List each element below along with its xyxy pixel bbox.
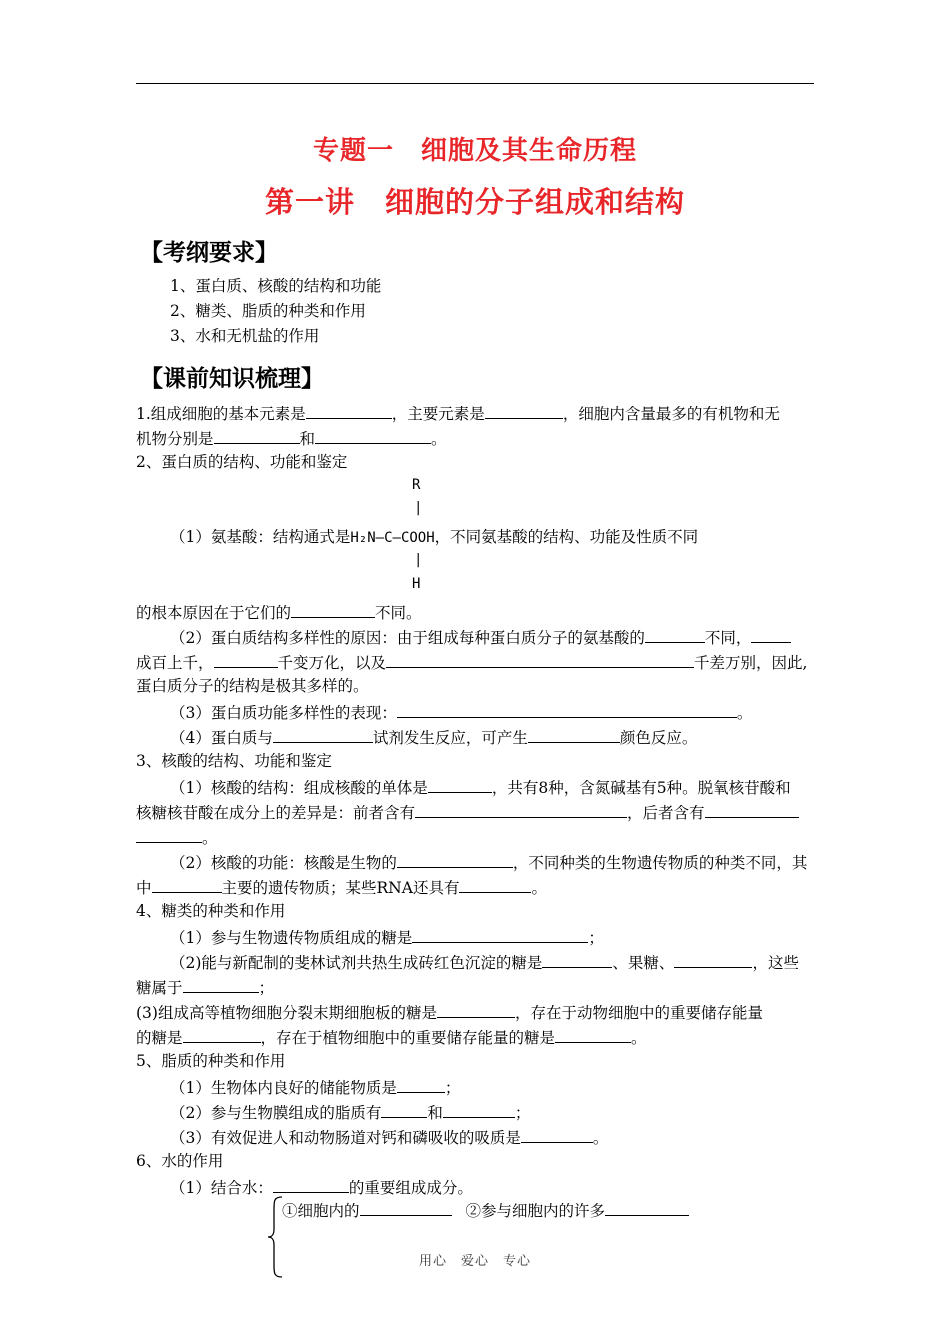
protein-diversity-line-3: 蛋白质分子的结构是极其多样的。 (136, 677, 369, 695)
blank (521, 1126, 593, 1143)
structure-h-atom: H (412, 576, 421, 592)
question-5-heading: 5、脂质的种类和作用 (136, 1052, 286, 1070)
blank (605, 1199, 689, 1216)
requirement-item: 1、蛋白质、核酸的结构和功能 (170, 277, 382, 295)
blank (555, 1026, 631, 1043)
protein-test-line: （4）蛋白质与 试剂发生反应，可产生 颜色反应。 (170, 726, 697, 748)
water-line-1: （1）结合水： 的重要组成成分。 (170, 1176, 473, 1198)
blank (273, 1176, 349, 1193)
sugar-line-1: （1）参与生物遗传物质组成的糖是 ； (170, 926, 604, 948)
question-4-heading: 4、糖类的种类和作用 (136, 902, 286, 920)
blank (360, 1199, 452, 1216)
blank (273, 726, 373, 743)
structure-r-group: R (412, 477, 421, 493)
blank (443, 1101, 515, 1118)
requirement-item: 2、糖类、脂质的种类和作用 (170, 302, 366, 320)
amino-acid-line-2: 的根本原因在于它们的 不同。 (136, 601, 422, 623)
page-footer: 用心 爱心 专心 (418, 1254, 531, 1269)
blank (645, 626, 705, 643)
amino-acid-formula: H₂N—C—COOH (350, 530, 435, 546)
lipid-line-3: （3）有效促进人和动物肠道对钙和磷吸收的吸质是 。 (170, 1126, 608, 1148)
protein-diversity-line-2: 成百上千， 千变万化，以及 千差万别，因此, (136, 651, 807, 673)
question-1-line-2: 机物分别是 和 。 (136, 427, 447, 449)
blank (214, 427, 300, 444)
nucleic-structure-line-3: 。 (136, 826, 218, 848)
nucleic-function-line-1: （2）核酸的功能：核酸是生物的 ，不同种类的生物遗传物质的种类不同，其 (170, 851, 807, 873)
page-subtitle: 第一讲 细胞的分子组成和结构 (264, 185, 685, 219)
amino-acid-line: （1）氨基酸：结构通式是H₂N—C—COOH，不同氨基酸的结构、功能及性质不同 (170, 528, 699, 546)
blank (437, 1001, 515, 1018)
blank (381, 1101, 427, 1118)
requirement-item: 3、水和无机盐的作用 (170, 327, 320, 345)
blank (751, 626, 791, 643)
sugar-line-3: 糖属于 ； (136, 976, 274, 998)
blank (542, 951, 612, 968)
blank (214, 651, 278, 668)
blank (183, 1026, 261, 1043)
protein-diversity-line-1: （2）蛋白质结构多样性的原因：由于组成每种蛋白质分子的氨基酸的 不同， (170, 626, 791, 648)
blank (315, 427, 431, 444)
section-heading-review: 【课前知识梳理】 (140, 365, 324, 392)
blank (674, 951, 752, 968)
question-6-heading: 6、水的作用 (136, 1152, 224, 1170)
protein-function-line: （3）蛋白质功能多样性的表现： 。 (170, 701, 752, 723)
nucleic-structure-line-1: （1）核酸的结构：组成核酸的单体是 ，共有8种，含氮碱基有5种。脱氧核苷酸和 (170, 776, 791, 798)
blank (485, 402, 563, 419)
section-heading-requirements: 【考纲要求】 (140, 239, 278, 266)
blank (705, 801, 799, 818)
sugar-line-2: （2)能与新配制的斐林试剂共热生成砖红色沉淀的糖是 、果糖、 ，这些 (170, 951, 799, 973)
nucleic-structure-line-2: 核糖核苷酸在成分上的差异是：前者含有 ，后者含有 (136, 801, 799, 823)
lipid-line-1: （1）生物体内良好的储能物质是 ； (170, 1076, 460, 1098)
blank (291, 601, 375, 618)
lipid-line-2: （2）参与生物膜组成的脂质有 和 ； (170, 1101, 530, 1123)
blank (459, 876, 531, 893)
question-3-heading: 3、核酸的结构、功能和鉴定 (136, 752, 332, 770)
question-2-heading: 2、蛋白质的结构、功能和鉴定 (136, 453, 348, 471)
structure-bond-top: | (414, 500, 423, 516)
question-1-line-1: 1.组成细胞的基本元素是 ，主要元素是 ，细胞内含量最多的有机物和无 (136, 402, 780, 424)
blank (306, 402, 392, 419)
nucleic-function-line-2: 中 主要的遗传物质；某些RNA还具有 。 (136, 876, 547, 898)
blank (397, 701, 737, 718)
blank (397, 851, 513, 868)
water-free-line: ①细胞内的 ②参与细胞内的许多 (282, 1199, 689, 1221)
sugar-line-4: (3)组成高等植物细胞分裂末期细胞板的糖是 ，存在于动物细胞中的重要储存能量 (136, 1001, 763, 1023)
sugar-line-5: 的糖是 ，存在于植物细胞中的重要储存能量的糖是 。 (136, 1026, 647, 1048)
blank (528, 726, 620, 743)
header-rule (136, 83, 814, 84)
blank (183, 976, 259, 993)
blank (136, 826, 202, 843)
page-title: 专题一 细胞及其生命历程 (312, 136, 637, 166)
blank (428, 776, 492, 793)
blank (415, 801, 627, 818)
blank (412, 926, 588, 943)
blank (152, 876, 222, 893)
blank (397, 1076, 445, 1093)
structure-bond-bottom: | (414, 552, 423, 568)
blank (386, 651, 694, 668)
